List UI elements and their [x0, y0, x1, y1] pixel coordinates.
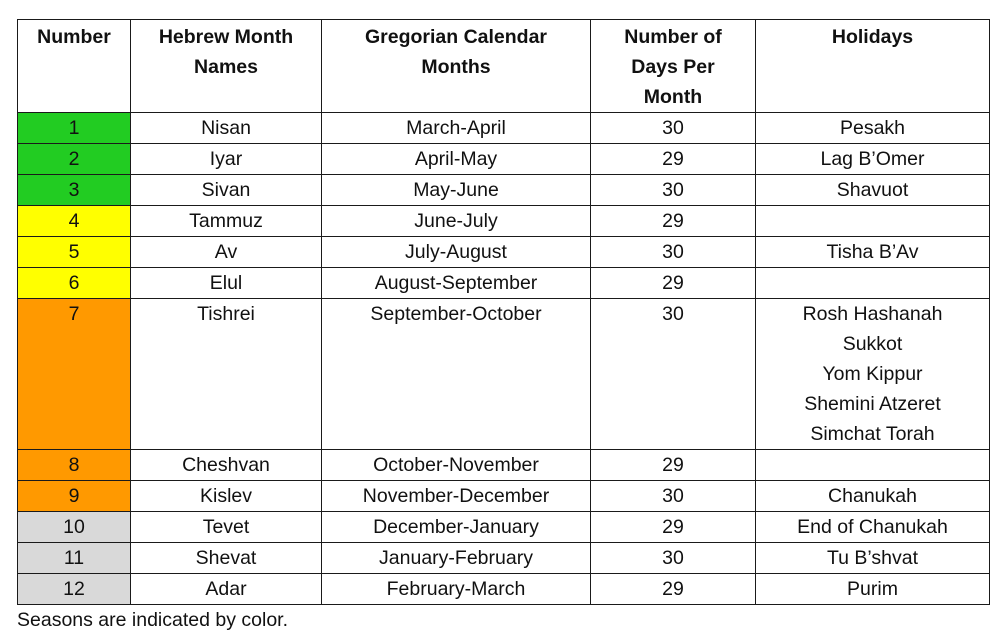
- cell-holidays: [756, 543, 990, 574]
- footnote: Seasons are indicated by color.: [17, 609, 289, 631]
- month-rows: [18, 113, 990, 605]
- header-days-line1: Number of: [624, 26, 722, 48]
- cell-holidays: [756, 237, 990, 268]
- cell-days: 29: [591, 206, 756, 237]
- cell-number: 10: [18, 512, 131, 543]
- header-days-per-month: [591, 20, 756, 113]
- header-holidays-label: Holidays: [831, 26, 914, 48]
- header-gregorian-months: [322, 20, 591, 113]
- cell-hebrew-month: Tevet: [131, 512, 322, 543]
- table-row: [18, 481, 990, 512]
- cell-hebrew-month: Tammuz: [131, 206, 322, 237]
- cell-holidays: [756, 206, 990, 237]
- holiday-name: Rosh Hashanah: [802, 303, 943, 325]
- table-row: [18, 543, 990, 574]
- cell-gregorian-months: July-August: [322, 237, 591, 268]
- cell-number: 6: [18, 268, 131, 299]
- cell-hebrew-month: Shevat: [131, 543, 322, 574]
- cell-number: 2: [18, 144, 131, 175]
- header-row: [18, 20, 990, 113]
- table-row: [18, 237, 990, 268]
- cell-days: 29: [591, 268, 756, 299]
- cell-holidays: [756, 299, 990, 450]
- header-hebrew-line1: Hebrew Month: [158, 26, 294, 48]
- cell-gregorian-months: October-November: [322, 450, 591, 481]
- header-gregorian-line1: Gregorian Calendar: [364, 26, 548, 48]
- holiday-name: Purim: [847, 578, 898, 600]
- cell-hebrew-month: Kislev: [131, 481, 322, 512]
- hebrew-months-table: [17, 19, 990, 605]
- cell-number: 7: [18, 299, 131, 450]
- table-row: [18, 450, 990, 481]
- cell-number: 1: [18, 113, 131, 144]
- holiday-name: End of Chanukah: [797, 516, 948, 538]
- holiday-name: Shemini Atzeret: [804, 393, 941, 415]
- holiday-name: Tisha B’Av: [826, 241, 919, 263]
- cell-hebrew-month: Tishrei: [131, 299, 322, 450]
- cell-number: 8: [18, 450, 131, 481]
- holiday-name: Chanukah: [828, 485, 917, 507]
- table-row: [18, 574, 990, 605]
- cell-days: 29: [591, 450, 756, 481]
- header-days-line2: Days Per: [631, 56, 715, 78]
- cell-days: 30: [591, 113, 756, 144]
- table-row: [18, 175, 990, 206]
- table-row: [18, 113, 990, 144]
- holiday-name: Lag B’Omer: [820, 148, 925, 170]
- cell-gregorian-months: November-December: [322, 481, 591, 512]
- cell-days: 30: [591, 543, 756, 574]
- table-row: [18, 299, 990, 450]
- cell-gregorian-months: February-March: [322, 574, 591, 605]
- cell-days: 30: [591, 481, 756, 512]
- cell-hebrew-month: Nisan: [131, 113, 322, 144]
- cell-days: 29: [591, 144, 756, 175]
- holiday-name: Tu B’shvat: [826, 547, 919, 569]
- header-gregorian-line2: Months: [421, 56, 491, 78]
- cell-number: 4: [18, 206, 131, 237]
- cell-hebrew-month: Av: [131, 237, 322, 268]
- cell-holidays: [756, 481, 990, 512]
- header-number-label: Number: [37, 26, 111, 48]
- cell-holidays: [756, 175, 990, 206]
- cell-days: 30: [591, 175, 756, 206]
- cell-holidays: [756, 113, 990, 144]
- cell-number: 12: [18, 574, 131, 605]
- cell-gregorian-months: August-September: [322, 268, 591, 299]
- cell-gregorian-months: June-July: [322, 206, 591, 237]
- cell-number: 3: [18, 175, 131, 206]
- holiday-name: Sukkot: [842, 333, 903, 355]
- cell-days: 30: [591, 299, 756, 450]
- cell-gregorian-months: December-January: [322, 512, 591, 543]
- holiday-name: Shavuot: [836, 179, 909, 201]
- cell-hebrew-month: Elul: [131, 268, 322, 299]
- table-row: [18, 144, 990, 175]
- cell-gregorian-months: April-May: [322, 144, 591, 175]
- cell-holidays: [756, 574, 990, 605]
- cell-hebrew-month: Adar: [131, 574, 322, 605]
- holiday-name: Yom Kippur: [822, 363, 923, 385]
- header-number: [18, 20, 131, 113]
- table-row: [18, 512, 990, 543]
- header-days-line3: Month: [643, 86, 703, 108]
- cell-holidays: [756, 268, 990, 299]
- cell-holidays: [756, 144, 990, 175]
- header-hebrew-line2: Names: [194, 56, 258, 78]
- cell-days: 29: [591, 512, 756, 543]
- cell-number: 5: [18, 237, 131, 268]
- cell-number: 9: [18, 481, 131, 512]
- cell-gregorian-months: May-June: [322, 175, 591, 206]
- cell-days: 29: [591, 574, 756, 605]
- cell-gregorian-months: March-April: [322, 113, 591, 144]
- table-row: [18, 268, 990, 299]
- cell-gregorian-months: September-October: [322, 299, 591, 450]
- table-row: [18, 206, 990, 237]
- cell-gregorian-months: January-February: [322, 543, 591, 574]
- header-hebrew-month: [131, 20, 322, 113]
- holiday-name: Simchat Torah: [810, 423, 935, 445]
- cell-holidays: [756, 512, 990, 543]
- cell-number: 11: [18, 543, 131, 574]
- cell-hebrew-month: Iyar: [131, 144, 322, 175]
- header-holidays: [756, 20, 990, 113]
- cell-hebrew-month: Cheshvan: [131, 450, 322, 481]
- cell-hebrew-month: Sivan: [131, 175, 322, 206]
- holiday-name: Pesakh: [839, 117, 906, 139]
- cell-holidays: [756, 450, 990, 481]
- cell-days: 30: [591, 237, 756, 268]
